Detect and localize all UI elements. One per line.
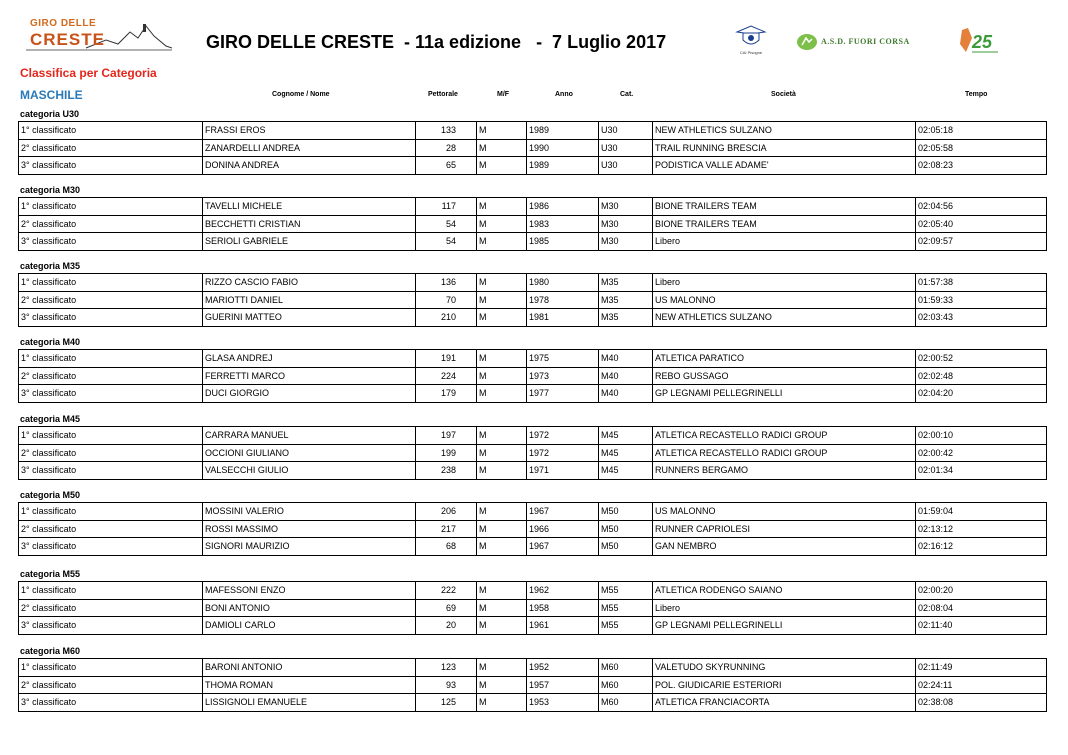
position-cell: 2° classificato	[19, 367, 203, 385]
birth-year-cell: 1983	[527, 215, 599, 233]
position-cell: 3° classificato	[19, 617, 203, 635]
sex-cell: M	[477, 538, 527, 556]
table-row	[19, 215, 1047, 233]
sex-cell: M	[477, 122, 527, 140]
team-cell: REBO GUSSAGO	[653, 367, 916, 385]
time-cell: 02:09:57	[916, 233, 1047, 251]
birth-year-cell: 1952	[527, 659, 599, 677]
table-row	[19, 367, 1047, 385]
cai-caption: CAI Pisogne	[739, 50, 763, 55]
birth-year-cell: 1978	[527, 291, 599, 309]
category-cell: U30	[599, 139, 653, 157]
position-cell: 1° classificato	[19, 122, 203, 140]
time-cell: 02:01:34	[916, 462, 1047, 480]
category-cell: M60	[599, 676, 653, 694]
section-maschile: MASCHILE	[20, 88, 83, 102]
document-title: GIRO DELLE CRESTE - 11a edizione - 7 Luglio 2017	[206, 32, 667, 52]
table-row	[19, 503, 1047, 521]
birth-year-cell: 1981	[527, 309, 599, 327]
time-cell: 02:00:20	[916, 582, 1047, 600]
category-cell: M40	[599, 385, 653, 403]
col-header-cat: Cat.	[620, 91, 634, 98]
table-row	[19, 582, 1047, 600]
sex-cell: M	[477, 274, 527, 292]
team-cell: ATLETICA FRANCIACORTA	[653, 694, 916, 712]
svg-text:25: 25	[972, 32, 993, 52]
birth-year-cell: 1980	[527, 274, 599, 292]
table-row	[19, 520, 1047, 538]
time-cell: 02:03:43	[916, 309, 1047, 327]
time-cell: 02:08:04	[916, 599, 1047, 617]
sex-cell: M	[477, 676, 527, 694]
birth-year-cell: 1986	[527, 198, 599, 216]
table-row	[19, 309, 1047, 327]
athlete-name-cell: LISSIGNOLI EMANUELE	[203, 694, 416, 712]
sex-cell: M	[477, 503, 527, 521]
team-cell: Libero	[653, 233, 916, 251]
birth-year-cell: 1977	[527, 385, 599, 403]
category-label: categoria M50	[20, 490, 81, 500]
athlete-name-cell: MOSSINI VALERIO	[203, 503, 416, 521]
birth-year-cell: 1953	[527, 694, 599, 712]
sex-cell: M	[477, 139, 527, 157]
logo-line1: GIRO DELLE	[30, 18, 97, 29]
table-row	[19, 157, 1047, 175]
position-cell: 1° classificato	[19, 350, 203, 368]
position-cell: 2° classificato	[19, 599, 203, 617]
team-cell: POL. GIUDICARIE ESTERIORI	[653, 676, 916, 694]
birth-year-cell: 1967	[527, 538, 599, 556]
athlete-name-cell: MAFESSONI ENZO	[203, 582, 416, 600]
position-cell: 1° classificato	[19, 659, 203, 677]
bib-cell: 54	[416, 215, 477, 233]
category-results-table	[18, 658, 1047, 712]
birth-year-cell: 1989	[527, 122, 599, 140]
position-cell: 2° classificato	[19, 520, 203, 538]
bib-cell: 68	[416, 538, 477, 556]
sex-cell: M	[477, 233, 527, 251]
category-cell: M60	[599, 694, 653, 712]
col-header-name: Cognome / Nome	[272, 91, 330, 98]
time-cell: 02:02:48	[916, 367, 1047, 385]
category-cell: M55	[599, 582, 653, 600]
time-cell: 02:08:23	[916, 157, 1047, 175]
category-cell: M50	[599, 520, 653, 538]
bib-cell: 69	[416, 599, 477, 617]
bib-cell: 238	[416, 462, 477, 480]
athlete-name-cell: ROSSI MASSIMO	[203, 520, 416, 538]
athlete-name-cell: BARONI ANTONIO	[203, 659, 416, 677]
table-row	[19, 291, 1047, 309]
sex-cell: M	[477, 659, 527, 677]
athlete-name-cell: SERIOLI GABRIELE	[203, 233, 416, 251]
team-cell: PODISTICA VALLE ADAME'	[653, 157, 916, 175]
team-cell: GAN NEMBRO	[653, 538, 916, 556]
birth-year-cell: 1990	[527, 139, 599, 157]
sex-cell: M	[477, 215, 527, 233]
team-cell: TRAIL RUNNING BRESCIA	[653, 139, 916, 157]
category-cell: M50	[599, 503, 653, 521]
table-row	[19, 427, 1047, 445]
birth-year-cell: 1972	[527, 444, 599, 462]
time-cell: 01:59:04	[916, 503, 1047, 521]
category-cell: M45	[599, 444, 653, 462]
athlete-name-cell: BECCHETTI CRISTIAN	[203, 215, 416, 233]
giro-delle-creste-logo	[26, 18, 172, 56]
team-cell: BIONE TRAILERS TEAM	[653, 198, 916, 216]
bib-cell: 133	[416, 122, 477, 140]
athlete-name-cell: THOMA ROMAN	[203, 676, 416, 694]
bib-cell: 65	[416, 157, 477, 175]
position-cell: 3° classificato	[19, 233, 203, 251]
fuori-corsa-text: A.S.D. FUORI CORSA	[821, 37, 910, 46]
bib-cell: 123	[416, 659, 477, 677]
team-cell: ATLETICA PARATICO	[653, 350, 916, 368]
category-cell: M35	[599, 309, 653, 327]
athlete-name-cell: ZANARDELLI ANDREA	[203, 139, 416, 157]
time-cell: 02:13:12	[916, 520, 1047, 538]
category-cell: U30	[599, 157, 653, 175]
athlete-name-cell: VALSECCHI GIULIO	[203, 462, 416, 480]
team-cell: VALETUDO SKYRUNNING	[653, 659, 916, 677]
athlete-name-cell: RIZZO CASCIO FABIO	[203, 274, 416, 292]
col-header-time: Tempo	[965, 91, 988, 98]
sex-cell: M	[477, 427, 527, 445]
category-cell: M60	[599, 659, 653, 677]
sex-cell: M	[477, 309, 527, 327]
bib-cell: 210	[416, 309, 477, 327]
team-cell: Libero	[653, 274, 916, 292]
category-cell: M50	[599, 538, 653, 556]
bib-cell: 54	[416, 233, 477, 251]
time-cell: 02:05:58	[916, 139, 1047, 157]
table-row	[19, 274, 1047, 292]
athlete-name-cell: TAVELLI MICHELE	[203, 198, 416, 216]
category-results-table	[18, 581, 1047, 635]
sex-cell: M	[477, 198, 527, 216]
athlete-name-cell: GUERINI MATTEO	[203, 309, 416, 327]
birth-year-cell: 1989	[527, 157, 599, 175]
category-cell: M35	[599, 291, 653, 309]
category-label: categoria M30	[20, 185, 81, 195]
bib-cell: 28	[416, 139, 477, 157]
athlete-name-cell: DAMIOLI CARLO	[203, 617, 416, 635]
athlete-name-cell: GLASA ANDREJ	[203, 350, 416, 368]
bib-cell: 222	[416, 582, 477, 600]
position-cell: 1° classificato	[19, 427, 203, 445]
position-cell: 2° classificato	[19, 291, 203, 309]
position-cell: 1° classificato	[19, 503, 203, 521]
birth-year-cell: 1958	[527, 599, 599, 617]
position-cell: 2° classificato	[19, 676, 203, 694]
time-cell: 02:16:12	[916, 538, 1047, 556]
time-cell: 02:11:49	[916, 659, 1047, 677]
category-results-table	[18, 121, 1047, 175]
athlete-name-cell: FRASSI EROS	[203, 122, 416, 140]
bib-cell: 191	[416, 350, 477, 368]
team-cell: BIONE TRAILERS TEAM	[653, 215, 916, 233]
fuori-corsa-logo	[796, 33, 910, 51]
category-label: categoria M35	[20, 261, 81, 271]
team-cell: Libero	[653, 599, 916, 617]
table-row	[19, 444, 1047, 462]
category-label: categoria U30	[20, 109, 80, 119]
position-cell: 2° classificato	[19, 139, 203, 157]
birth-year-cell: 1962	[527, 582, 599, 600]
team-cell: NEW ATHLETICS SULZANO	[653, 122, 916, 140]
category-label: categoria M60	[20, 646, 81, 656]
col-header-bib: Pettorale	[428, 91, 458, 98]
table-row	[19, 233, 1047, 251]
athlete-name-cell: OCCIONI GIULIANO	[203, 444, 416, 462]
time-cell: 02:05:40	[916, 215, 1047, 233]
bib-cell: 125	[416, 694, 477, 712]
birth-year-cell: 1972	[527, 427, 599, 445]
table-row	[19, 599, 1047, 617]
col-header-sex: M/F	[497, 91, 510, 98]
bib-cell: 224	[416, 367, 477, 385]
category-cell: M45	[599, 427, 653, 445]
time-cell: 01:59:33	[916, 291, 1047, 309]
team-cell: GP LEGNAMI PELLEGRINELLI	[653, 385, 916, 403]
bib-cell: 70	[416, 291, 477, 309]
table-row	[19, 139, 1047, 157]
category-cell: M30	[599, 198, 653, 216]
birth-year-cell: 1975	[527, 350, 599, 368]
time-cell: 02:04:56	[916, 198, 1047, 216]
sex-cell: M	[477, 444, 527, 462]
category-cell: M35	[599, 274, 653, 292]
team-cell: RUNNERS BERGAMO	[653, 462, 916, 480]
time-cell: 01:57:38	[916, 274, 1047, 292]
position-cell: 2° classificato	[19, 215, 203, 233]
birth-year-cell: 1973	[527, 367, 599, 385]
team-cell: NEW ATHLETICS SULZANO	[653, 309, 916, 327]
birth-year-cell: 1966	[527, 520, 599, 538]
category-results-table	[18, 197, 1047, 251]
position-cell: 3° classificato	[19, 385, 203, 403]
category-cell: M45	[599, 462, 653, 480]
table-row	[19, 659, 1047, 677]
table-row	[19, 462, 1047, 480]
position-cell: 3° classificato	[19, 538, 203, 556]
time-cell: 02:11:40	[916, 617, 1047, 635]
team-cell: US MALONNO	[653, 291, 916, 309]
table-row	[19, 198, 1047, 216]
sex-cell: M	[477, 157, 527, 175]
time-cell: 02:24:11	[916, 676, 1047, 694]
table-row	[19, 538, 1047, 556]
col-header-team: Società	[771, 91, 796, 98]
team-cell: ATLETICA RECASTELLO RADICI GROUP	[653, 427, 916, 445]
category-cell: M55	[599, 599, 653, 617]
category-label: categoria M55	[20, 569, 81, 579]
birth-year-cell: 1985	[527, 233, 599, 251]
category-results-table	[18, 502, 1047, 556]
athlete-name-cell: DONINA ANDREA	[203, 157, 416, 175]
athlete-name-cell: MARIOTTI DANIEL	[203, 291, 416, 309]
team-cell: GP LEGNAMI PELLEGRINELLI	[653, 617, 916, 635]
category-cell: U30	[599, 122, 653, 140]
team-cell: ATLETICA RECASTELLO RADICI GROUP	[653, 444, 916, 462]
sex-cell: M	[477, 367, 527, 385]
time-cell: 02:38:08	[916, 694, 1047, 712]
position-cell: 3° classificato	[19, 157, 203, 175]
sex-cell: M	[477, 291, 527, 309]
team-cell: RUNNER CAPRIOLESI	[653, 520, 916, 538]
category-results-table	[18, 273, 1047, 327]
cai-logo	[733, 24, 769, 58]
position-cell: 1° classificato	[19, 582, 203, 600]
birth-year-cell: 1971	[527, 462, 599, 480]
category-cell: M30	[599, 215, 653, 233]
birth-year-cell: 1961	[527, 617, 599, 635]
sex-cell: M	[477, 462, 527, 480]
sex-cell: M	[477, 520, 527, 538]
category-cell: M55	[599, 617, 653, 635]
logo-line2: CRESTE	[30, 30, 105, 49]
athlete-name-cell: FERRETTI MARCO	[203, 367, 416, 385]
sex-cell: M	[477, 582, 527, 600]
position-cell: 2° classificato	[19, 444, 203, 462]
category-results-table	[18, 349, 1047, 403]
position-cell: 1° classificato	[19, 198, 203, 216]
category-label: categoria M45	[20, 414, 81, 424]
category-cell: M40	[599, 367, 653, 385]
time-cell: 02:05:18	[916, 122, 1047, 140]
team-cell: ATLETICA RODENGO SAIANO	[653, 582, 916, 600]
table-row	[19, 385, 1047, 403]
athlete-name-cell: CARRARA MANUEL	[203, 427, 416, 445]
time-cell: 02:00:52	[916, 350, 1047, 368]
sex-cell: M	[477, 385, 527, 403]
sex-cell: M	[477, 694, 527, 712]
table-row	[19, 122, 1047, 140]
bib-cell: 217	[416, 520, 477, 538]
athlete-name-cell: DUCI GIORGIO	[203, 385, 416, 403]
bib-cell: 199	[416, 444, 477, 462]
bib-cell: 93	[416, 676, 477, 694]
time-cell: 02:00:10	[916, 427, 1047, 445]
table-row	[19, 676, 1047, 694]
sex-cell: M	[477, 617, 527, 635]
position-cell: 3° classificato	[19, 694, 203, 712]
category-results-table	[18, 426, 1047, 480]
bib-cell: 206	[416, 503, 477, 521]
table-row	[19, 617, 1047, 635]
ranking-subtitle: Classifica per Categoria	[20, 66, 157, 80]
bib-cell: 197	[416, 427, 477, 445]
table-row	[19, 350, 1047, 368]
category-cell: M30	[599, 233, 653, 251]
bib-cell: 179	[416, 385, 477, 403]
category-label: categoria M40	[20, 337, 81, 347]
time-cell: 02:04:20	[916, 385, 1047, 403]
bib-cell: 20	[416, 617, 477, 635]
table-row	[19, 694, 1047, 712]
athlete-name-cell: SIGNORI MAURIZIO	[203, 538, 416, 556]
bib-cell: 117	[416, 198, 477, 216]
position-cell: 1° classificato	[19, 274, 203, 292]
athlete-name-cell: BONI ANTONIO	[203, 599, 416, 617]
birth-year-cell: 1967	[527, 503, 599, 521]
sex-cell: M	[477, 599, 527, 617]
anniversary-25-logo	[958, 26, 1002, 56]
category-cell: M40	[599, 350, 653, 368]
page-header	[0, 0, 1068, 62]
birth-year-cell: 1957	[527, 676, 599, 694]
time-cell: 02:00:42	[916, 444, 1047, 462]
col-header-year: Anno	[555, 91, 573, 98]
team-cell: US MALONNO	[653, 503, 916, 521]
position-cell: 3° classificato	[19, 462, 203, 480]
sex-cell: M	[477, 350, 527, 368]
bib-cell: 136	[416, 274, 477, 292]
position-cell: 3° classificato	[19, 309, 203, 327]
